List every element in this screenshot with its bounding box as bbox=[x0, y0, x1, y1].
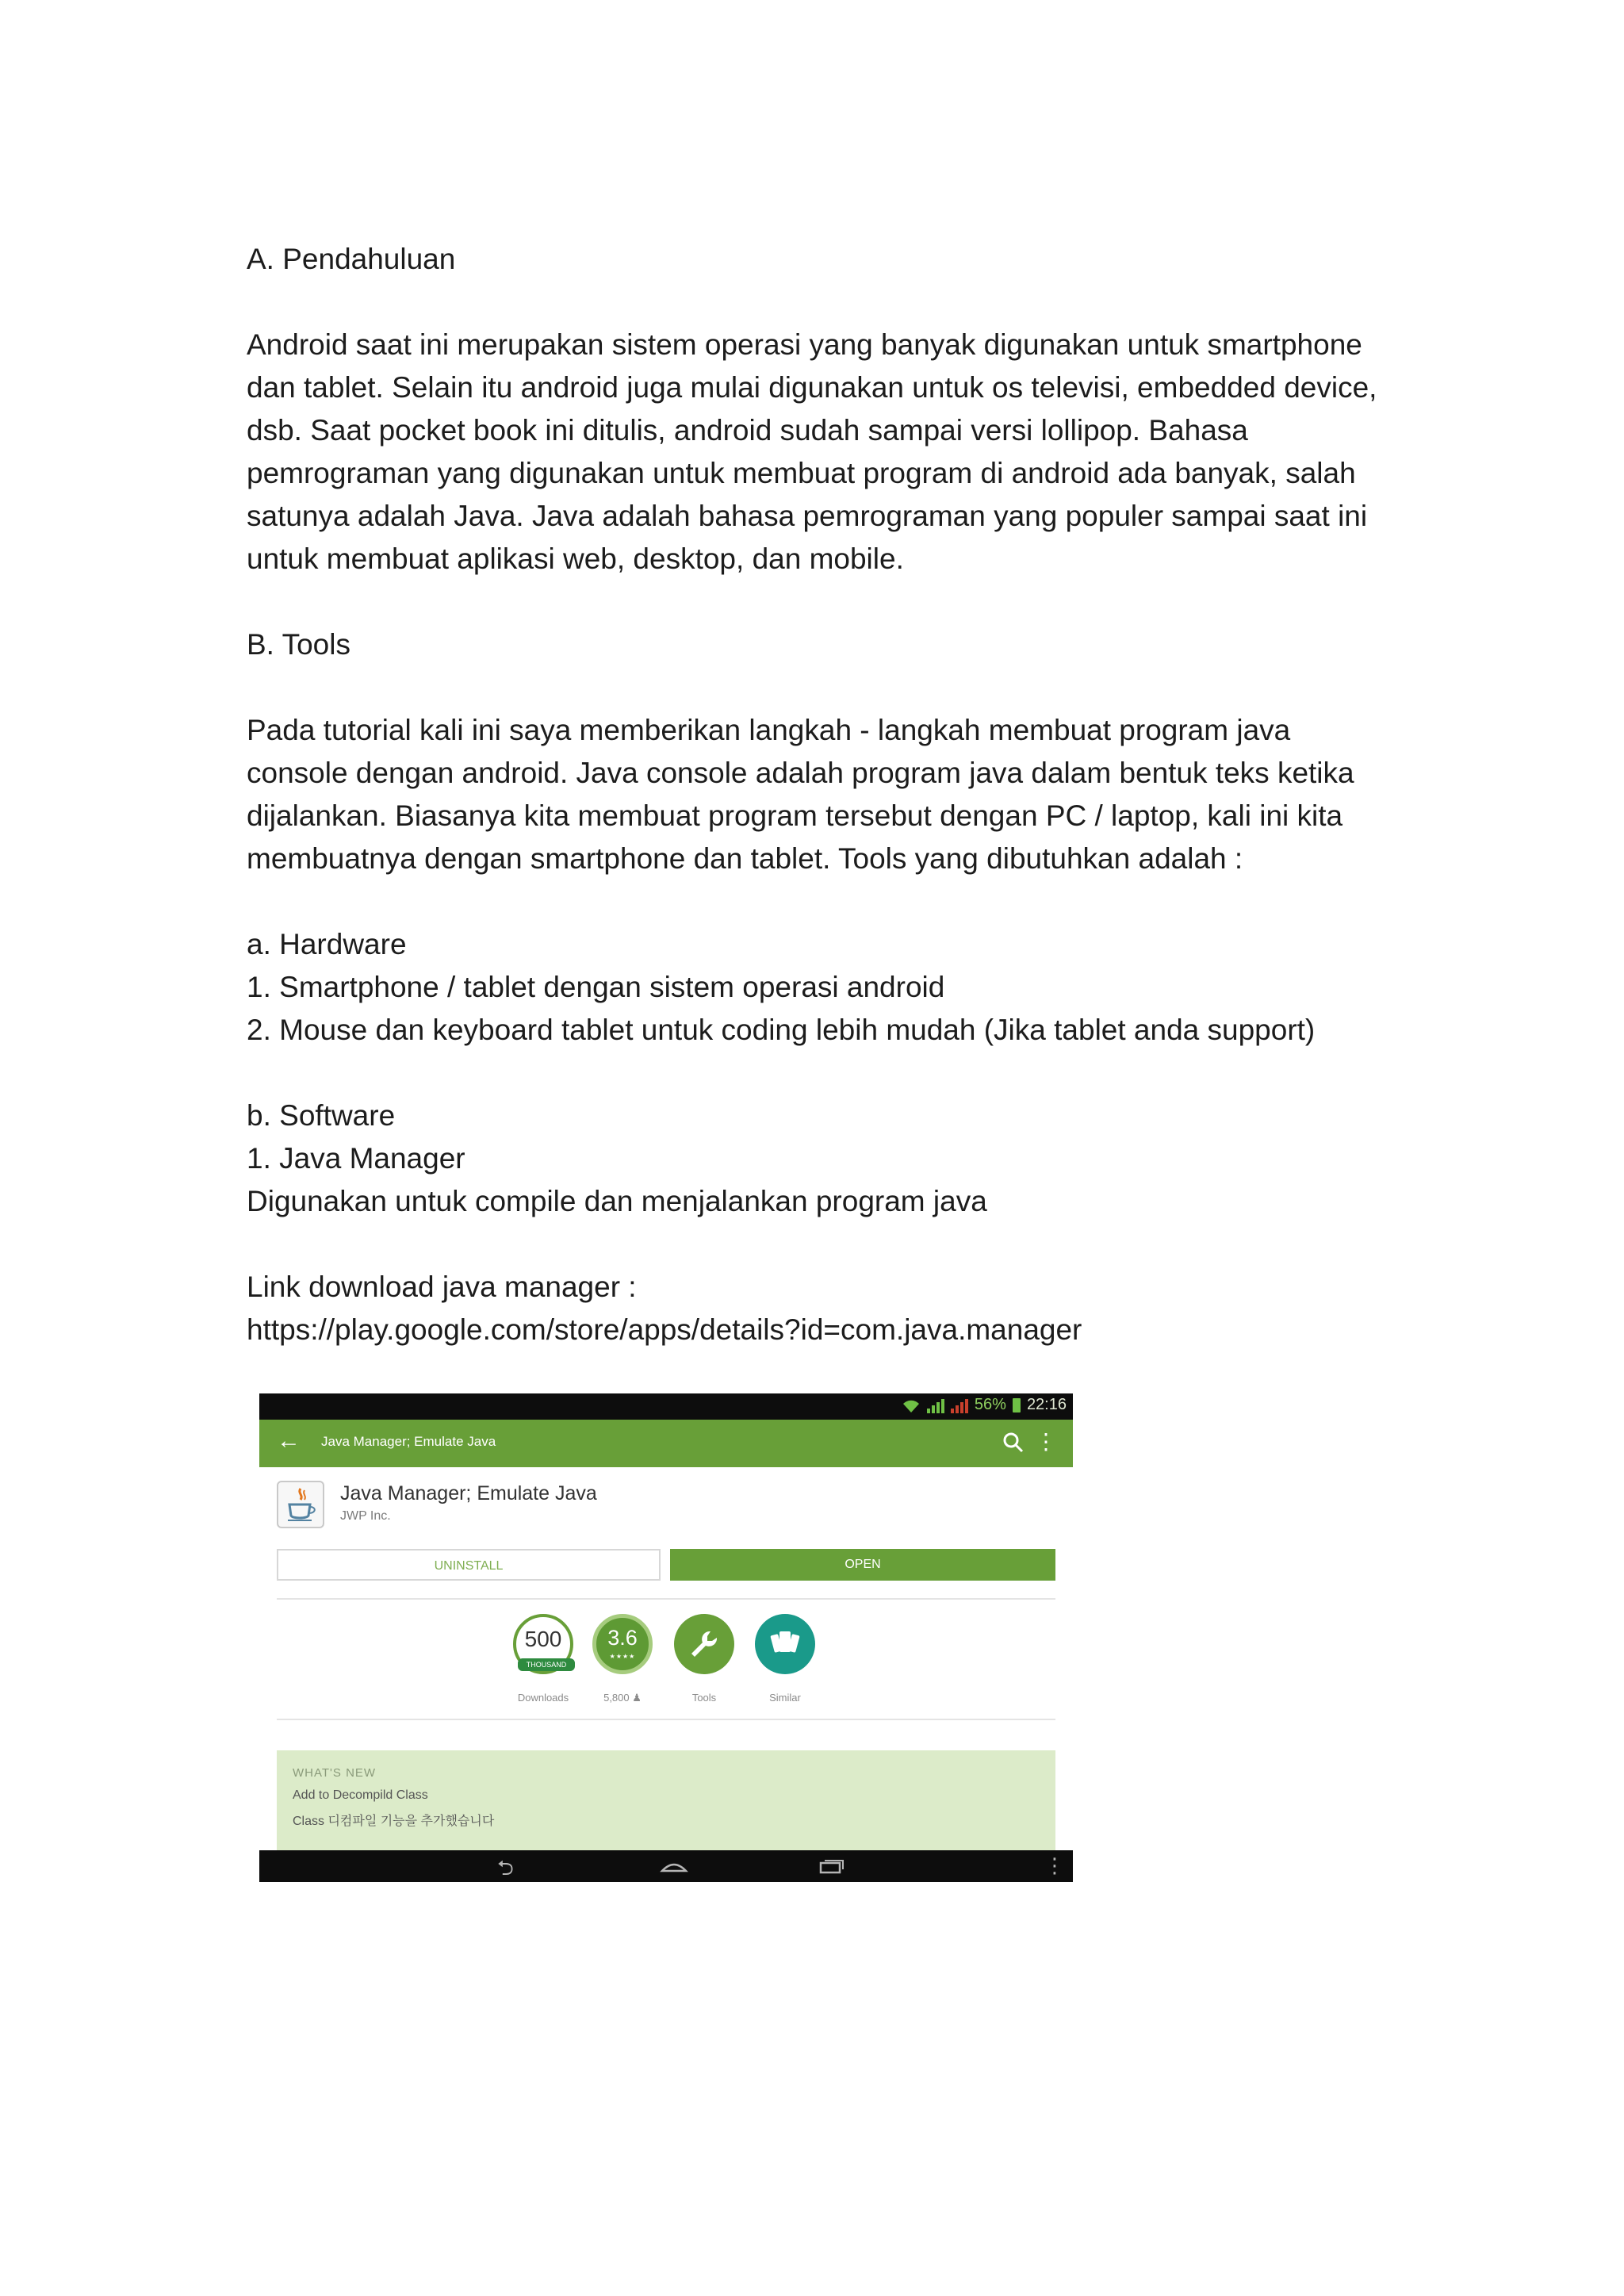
software-description: Digunakan untuk compile dan menjalankan program java bbox=[247, 1185, 987, 1217]
app-name: Java Manager; Emulate Java bbox=[340, 1482, 597, 1504]
whats-new-line: Add to Decompild Class bbox=[293, 1788, 428, 1802]
whats-new-heading: WHAT'S NEW bbox=[293, 1766, 377, 1780]
signal-icon bbox=[927, 1397, 944, 1413]
java-app-icon bbox=[277, 1481, 324, 1528]
rating-badge[interactable] bbox=[592, 1614, 653, 1674]
downloads-badge bbox=[513, 1614, 573, 1674]
list-item: 2. Mouse dan keyboard tablet untuk coding lebih mudah (Jika tablet anda support) bbox=[247, 1014, 1316, 1046]
open-button[interactable]: OPEN bbox=[670, 1549, 1055, 1581]
paragraph-line: dsb. Saat pocket book ini ditulis, android sudah sampai versi lollipop. Bahasa bbox=[247, 414, 1248, 447]
download-link[interactable]: https://play.google.com/store/apps/details?id=com.java.manager bbox=[247, 1313, 1082, 1346]
battery-icon bbox=[1013, 1398, 1021, 1412]
whats-new-line: Class 디컴파일 기능을 추가했습니다 bbox=[293, 1815, 495, 1828]
rating-value: 3.6 bbox=[607, 1626, 638, 1650]
paragraph-line: untuk membuat aplikasi web, desktop, dan mobile. bbox=[247, 542, 904, 575]
section-a-heading: A. Pendahuluan bbox=[247, 243, 456, 275]
wrench-icon[interactable] bbox=[674, 1614, 734, 1674]
paragraph-line: dijalankan. Biasanya kita membuat program tersebut dengan PC / laptop, kali ini kita bbox=[247, 799, 1343, 832]
paragraph-line: dan tablet. Selain itu android juga mulai digunakan untuk os televisi, embedded device, bbox=[247, 371, 1377, 404]
paragraph-line: membuatnya dengan smartphone dan tablet. Tools yang dibutuhkan adalah : bbox=[247, 842, 1243, 875]
nav-back-icon[interactable]: ⮌ bbox=[497, 1856, 514, 1880]
paragraph-line: console dengan android. Java console adalah program java dalam bentuk teks ketika bbox=[247, 757, 1354, 789]
downloads-unit: THOUSAND bbox=[518, 1658, 575, 1671]
document-body bbox=[247, 238, 1388, 1351]
clock: 22:16 bbox=[1026, 1396, 1067, 1413]
paragraph-line: satunya adalah Java. Java adalah bahasa pemrograman yang populer sampai saat ini bbox=[247, 500, 1368, 532]
play-store-screenshot bbox=[259, 1393, 1073, 1882]
rating-count: 5,800 ♟ bbox=[603, 1692, 642, 1704]
stats-row bbox=[259, 1614, 1073, 1709]
battery-percent: 56% bbox=[974, 1396, 1006, 1413]
app-info bbox=[277, 1481, 1054, 1536]
back-arrow-icon[interactable]: ← bbox=[277, 1428, 301, 1454]
nav-home-icon[interactable] bbox=[660, 1855, 688, 1880]
download-link-block bbox=[247, 1266, 1388, 1351]
overflow-menu-icon[interactable]: ⋮ bbox=[1044, 1853, 1065, 1877]
paragraph-line: Pada tutorial kali ini saya memberikan langkah - langkah membuat program java bbox=[247, 714, 1291, 746]
list-item: 1. Java Manager bbox=[247, 1142, 465, 1175]
overflow-menu-icon[interactable]: ⋮ bbox=[1035, 1429, 1057, 1454]
search-icon[interactable] bbox=[1002, 1429, 1025, 1456]
app-bar bbox=[259, 1420, 1073, 1467]
whats-new-card[interactable] bbox=[277, 1750, 1055, 1857]
hardware-heading: a. Hardware bbox=[247, 928, 407, 960]
nav-recents-icon[interactable] bbox=[818, 1857, 845, 1881]
downloads-caption: Downloads bbox=[517, 1692, 569, 1704]
link-label: Link download java manager : bbox=[247, 1271, 637, 1303]
rating-stars: ★★★★ bbox=[609, 1653, 636, 1660]
signal-icon bbox=[951, 1397, 968, 1413]
software-list bbox=[247, 1094, 1388, 1223]
developer-name[interactable]: JWP Inc. bbox=[340, 1509, 391, 1523]
section-a-paragraph bbox=[247, 324, 1388, 581]
navigation-bar bbox=[259, 1850, 1073, 1882]
wifi-icon bbox=[902, 1397, 921, 1413]
paragraph-line: Android saat ini merupakan sistem operasi yang banyak digunakan untuk smartphone bbox=[247, 328, 1362, 361]
similar-caption: Similar bbox=[769, 1692, 801, 1704]
section-b-paragraph bbox=[247, 709, 1388, 880]
section-b-heading: B. Tools bbox=[247, 628, 350, 661]
uninstall-button[interactable]: UNINSTALL bbox=[277, 1549, 661, 1581]
list-item: 1. Smartphone / tablet dengan sistem operasi android bbox=[247, 971, 945, 1003]
hardware-list bbox=[247, 923, 1388, 1052]
cards-icon[interactable] bbox=[755, 1614, 815, 1674]
paragraph-line: pemrograman yang digunakan untuk membuat program di android ada banyak, salah bbox=[247, 457, 1356, 489]
software-heading: b. Software bbox=[247, 1099, 396, 1132]
status-bar bbox=[259, 1393, 1073, 1420]
downloads-number: 500 bbox=[524, 1627, 562, 1651]
divider bbox=[277, 1719, 1055, 1720]
divider bbox=[277, 1598, 1055, 1600]
app-bar-title: Java Manager; Emulate Java bbox=[321, 1434, 496, 1449]
tools-caption: Tools bbox=[691, 1692, 717, 1704]
